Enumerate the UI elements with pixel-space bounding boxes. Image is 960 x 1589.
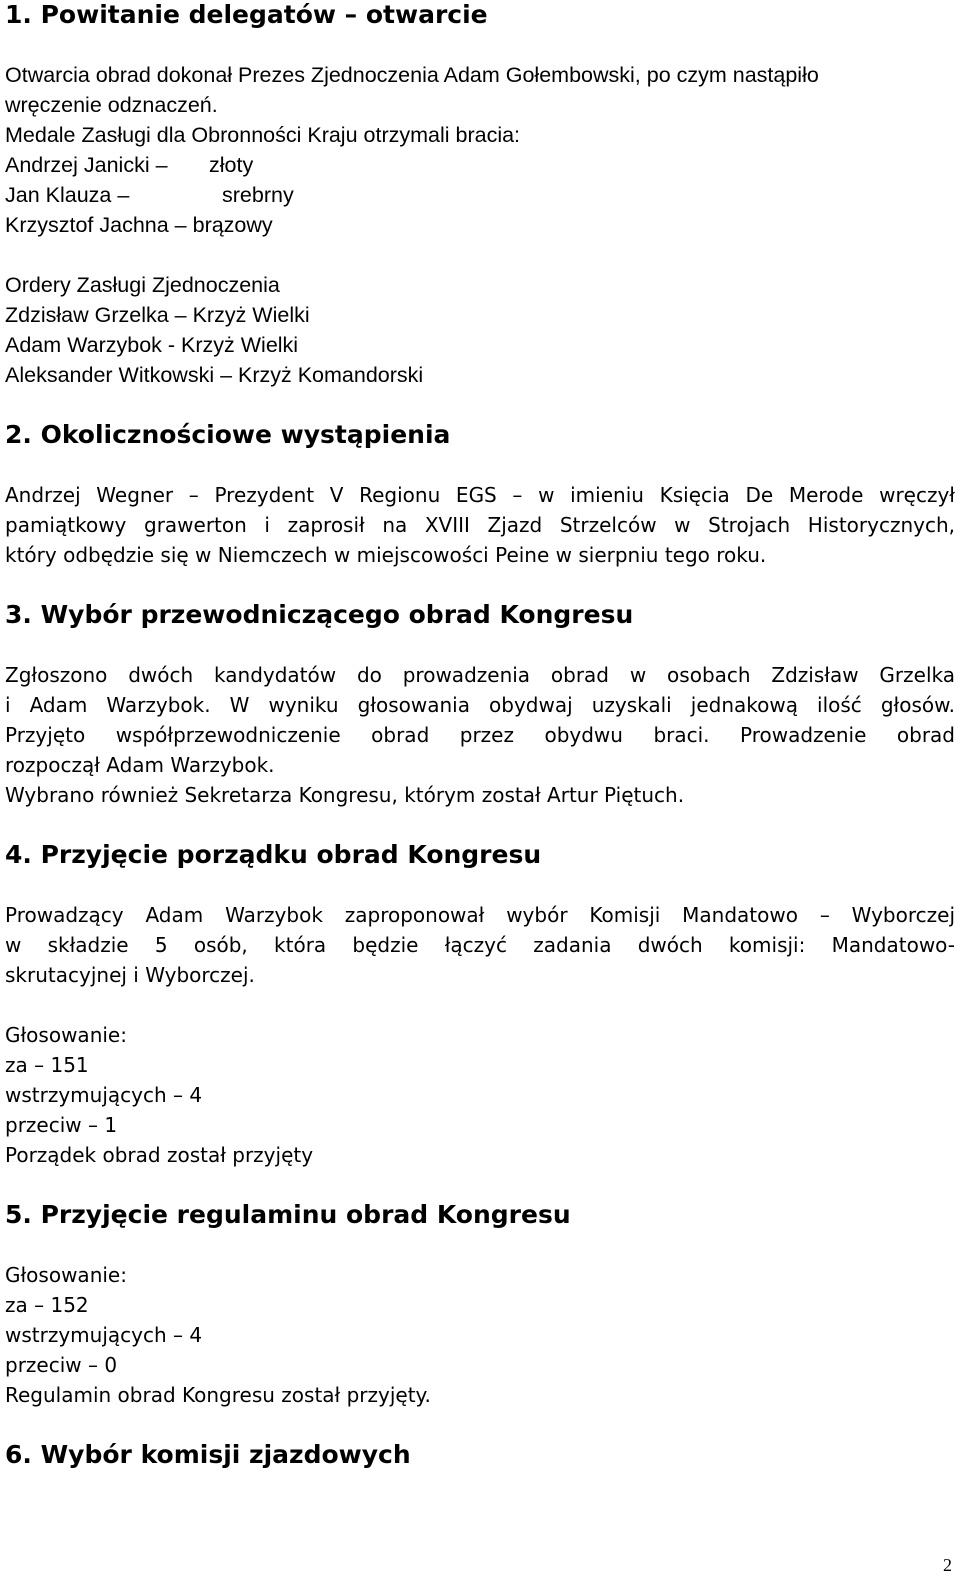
paragraph-line: Otwarcia obrad dokonał Prezes Zjednoczenia Adam Gołembowski, po czym nastąpiło xyxy=(5,63,819,87)
paragraph-line: Przyjęto współprzewodniczenie obrad przez obydwu braci. Prowadzenie obrad xyxy=(5,723,955,747)
vote-result: Porządek obrad został przyjęty xyxy=(5,1143,314,1167)
order-recipient: Aleksander Witkowski – Krzyż Komandorski xyxy=(5,363,424,387)
recipient-name: Jan Klauza – xyxy=(5,183,130,207)
paragraph-line: Andrzej Wegner – Prezydent V Regionu EGS – w imieniu Księcia De Merode wręczył xyxy=(5,483,955,507)
vote-abstain: wstrzymujących – 4 xyxy=(5,1323,203,1347)
vote-label: Głosowanie: xyxy=(5,1263,127,1287)
paragraph-line: Prowadzący Adam Warzybok zaproponował wybór Komisji Mandatowo – Wyborczej xyxy=(5,903,955,927)
section-1-heading: 1. Powitanie delegatów – otwarcie xyxy=(5,0,488,29)
vote-for: za – 151 xyxy=(5,1053,89,1077)
section-2-heading: 2. Okolicznościowe wystąpienia xyxy=(5,420,451,449)
medal-grade: złoty xyxy=(209,153,254,177)
section-5-heading: 5. Przyjęcie regulaminu obrad Kongresu xyxy=(5,1200,571,1229)
order-recipient: Zdzisław Grzelka – Krzyż Wielki xyxy=(5,303,310,327)
vote-against: przeciw – 0 xyxy=(5,1353,118,1377)
orders-intro: Ordery Zasługi Zjednoczenia xyxy=(5,273,280,297)
order-recipient: Adam Warzybok - Krzyż Wielki xyxy=(5,333,299,357)
paragraph-line: wręczenie odznaczeń. xyxy=(5,93,218,117)
vote-label: Głosowanie: xyxy=(5,1023,127,1047)
paragraph-line: i Adam Warzybok. W wyniku głosowania obydwaj uzyskali jednakową ilość głosów. xyxy=(5,693,955,717)
paragraph-line: w składzie 5 osób, która będzie łączyć zadania dwóch komisji: Mandatowo- xyxy=(5,933,955,957)
paragraph-line: rozpoczął Adam Warzybok. xyxy=(5,753,275,777)
recipient-name: Andrzej Janicki – xyxy=(5,153,168,177)
medal-recipient: Krzysztof Jachna – brązowy xyxy=(5,213,273,237)
paragraph-line: Zgłoszono dwóch kandydatów do prowadzenia obrad w osobach Zdzisław Grzelka xyxy=(5,663,955,687)
section-3-heading: 3. Wybór przewodniczącego obrad Kongresu xyxy=(5,600,634,629)
vote-result: Regulamin obrad Kongresu został przyjęty. xyxy=(5,1383,431,1407)
medal-grade: srebrny xyxy=(222,183,294,207)
paragraph-line: skrutacyjnej i Wyborczej. xyxy=(5,963,255,987)
medal-recipient xyxy=(5,180,955,210)
document-page xyxy=(5,0,955,1470)
section-4-heading: 4. Przyjęcie porządku obrad Kongresu xyxy=(5,840,542,869)
medal-recipient xyxy=(5,150,955,180)
vote-for: za – 152 xyxy=(5,1293,89,1317)
page-number: 2 xyxy=(943,1555,952,1575)
paragraph-line: który odbędzie się w Niemczech w miejscowości Peine w sierpniu tego roku. xyxy=(5,543,767,567)
vote-abstain: wstrzymujących – 4 xyxy=(5,1083,203,1107)
medals-intro: Medale Zasługi dla Obronności Kraju otrzymali bracia: xyxy=(5,123,521,147)
paragraph-line: Wybrano również Sekretarza Kongresu, którym został Artur Piętuch. xyxy=(5,783,685,807)
section-6-heading: 6. Wybór komisji zjazdowych xyxy=(5,1440,411,1469)
vote-against: przeciw – 1 xyxy=(5,1113,118,1137)
paragraph-line: pamiątkowy grawerton i zaprosił na XVIII Zjazd Strzelców w Strojach Historycznych, xyxy=(5,513,955,537)
